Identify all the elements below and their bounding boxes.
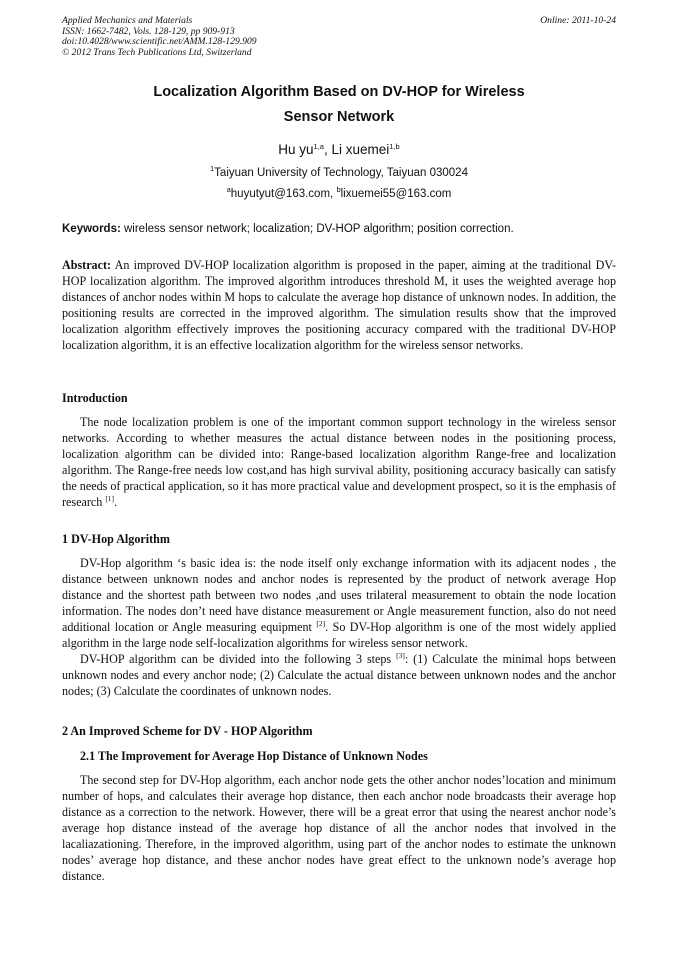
section-1-p2-text: DV-HOP algorithm can be divided into the following 3 steps [80,652,397,666]
keywords [62,222,616,236]
journal-name: Applied Mechanics and Materials [62,15,193,26]
section-1-p1-end: . So DV-Hop algorithm is one of the most widely applied algorithm in the large node self-localization algorithms for wireless sensor network. [62,620,616,650]
section-1-p1-text: DV-Hop algorithm ‘s basic idea is: the node itself only exchange information with its adjacent nodes , the distance between unknown nodes and anchor nodes is represented by the product of network average Hop distance and the shortest path between two nodes ,and uses trilateral measurement to obtain the node location information. The nodes don’t need have distance measurement or Angle measurement function, also do not need additional location or Angle measuring equipment [62,556,616,634]
doi-line: doi:10.4028/www.scientific.net/AMM.128-129.909 [62,36,257,48]
affiliation-marker: 1 [210,164,215,173]
section-2-1-heading: 2.1 The Improvement for Average Hop Distance of Unknown Nodes [80,749,428,763]
keywords-text: wireless sensor network; localization; DV-HOP algorithm; position correction. [120,223,514,235]
author-2: Li xuemei [331,142,390,157]
section-2-1-body [62,772,616,884]
online-date: Online: 2011-10-24 [540,15,616,26]
abstract-label: Abstract: [62,258,112,272]
introduction-end: . [114,495,118,509]
author-list [62,142,616,158]
copyright-line: © 2012 Trans Tech Publications Ltd, Switzerland [62,46,252,58]
author-1: Hu yu [278,142,314,157]
keywords-label: Keywords: [62,223,121,235]
introduction-text: The node localization problem is one of the important common support technology in the wireless sensor networks. According to whether measures the actual distance between nodes in the positioning process, localization algorithm can be divided into: Range-based localization algorithm Range-free and localization algorithm. The Range-free needs low cost,and has high survival ability, positioning accuracy basically can satisfy the needs of practical application, so it has more practical value and development prospect, so it is the emphasis of research [62,415,616,509]
email-b-marker: b [336,185,341,194]
title-line-1: Localization Algorithm Based on DV-HOP for Wireless [153,84,525,100]
section-1-p2-end: : (1) Calculate the minimal hops between unknown nodes and every anchor node; (2) Calculate the actual distance between unknown nodes and the anchor nodes; (3) Calculate the coordinates of unknown nodes. [62,652,616,698]
paper-title [62,80,616,130]
section-1-body [62,555,616,699]
issn-line: ISSN: 1662-7482, Vols. 128-129, pp 909-913 [62,25,235,37]
affiliation-text: Taiyuan University of Technology, Taiyuan 030024 [214,167,468,179]
author-1-affil: 1,a [313,142,324,151]
email-a-marker: a [226,185,231,194]
journal-header [62,16,616,58]
citation-1: [1] [105,494,115,503]
affiliation [62,166,616,180]
email-a[interactable]: huyutyut@163.com, [230,188,337,200]
citation-2: [2] [316,619,326,628]
section-2-1-text: The second step for DV-Hop algorithm, each anchor node gets the other anchor nodes’location and minimum number of hops, and calculates their average hop distance, then each anchor node broadcasts their average hop distance as a correction to the network. However, there will be a great error that using the nearest anchor node’s average hop distance instead of the average hop distance of all the anchor nodes that involved in the lacaliazationing. Therefore, in the improved algorithm, using part of the anchor nodes to estimate the unknown nodes’ average hop distance, and these anchor nodes have great effect to the unknown node’s average hop distance. [62,773,616,883]
author-2-affil: 1,b [389,142,400,151]
title-line-2: Sensor Network [283,109,395,125]
abstract [62,257,616,353]
email-b[interactable]: lixuemei55@163.com [340,188,452,200]
author-separator: , [323,142,332,157]
abstract-text: An improved DV-HOP localization algorithm is proposed in the paper, aiming at the traditional DV-HOP localization algorithm. The improved algorithm introduces threshold M, it uses the weighted average hop distances of anchor nodes within M hops to calculate the average hop distance of unknown nodes. In addition, the positioning results are corrected in the improved algorithm. The simulation results show that the improved localization algorithm effectively improves the positioning accuracy compared with the traditional DV-HOP localization algorithm, it is an effective localization algorithm for the wireless sensor networks. [62,258,616,352]
citation-3: [3] [396,651,405,660]
introduction-body [62,414,616,510]
section-2-heading: 2 An Improved Scheme for DV - HOP Algorithm [62,724,313,738]
introduction-heading: Introduction [62,391,128,405]
section-1-heading: 1 DV-Hop Algorithm [62,532,170,546]
email-line [62,187,616,201]
